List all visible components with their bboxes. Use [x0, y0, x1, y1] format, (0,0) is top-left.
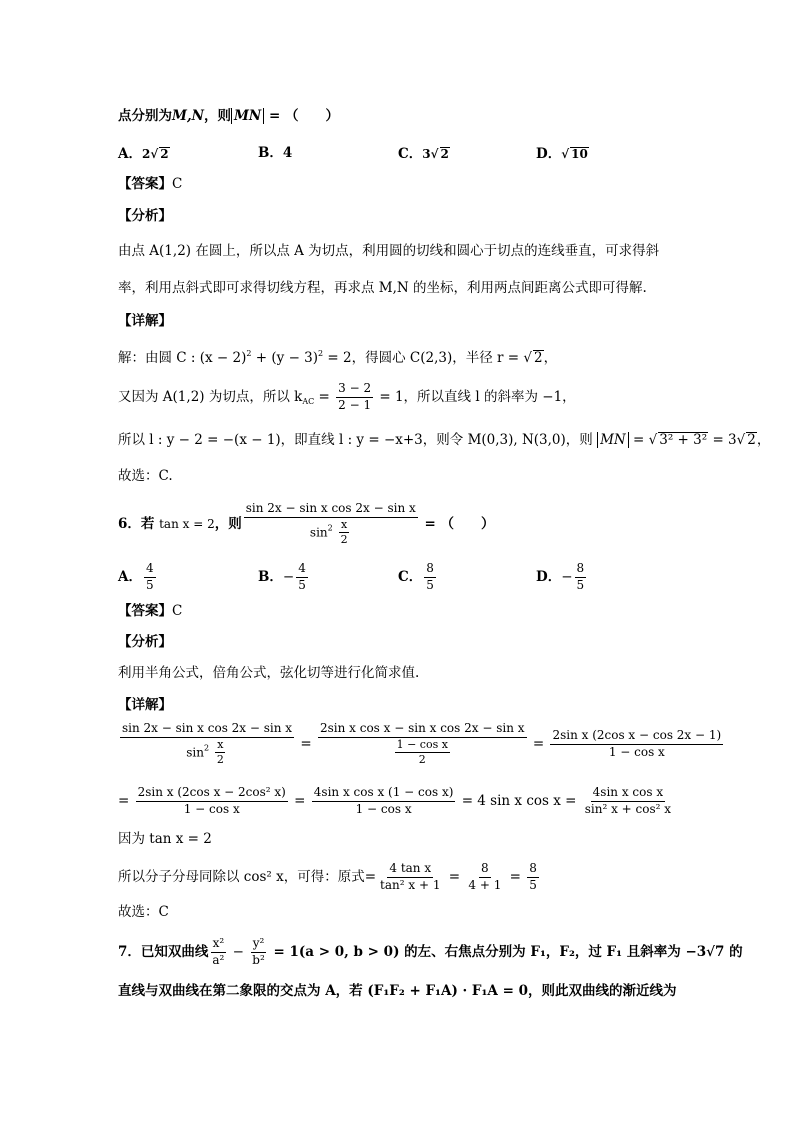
q6-because: 因为 tan x = 2	[118, 831, 212, 847]
q6-detail-tag: 【详解】	[118, 697, 172, 713]
q5-detail-line-2: 又因为 A(1,2) 为切点，所以 $k_{AC}$ = $\frac{3 - 2}{2 - 1}$ = 1，所以直线 l 的斜率为 −1，	[118, 381, 576, 412]
q7-line-1: 7．已知双曲线 $\frac{\text{x²}}{\text{a²}}$ − $\frac{\text{y²}}{\text{b²}}$ = 1(a > 0, b > 0) 的左、右焦点分别为 F₁，F₂，过 F₁ 且斜率为 −3√7 的	[118, 936, 743, 967]
q6-step-2: = $\frac{\text{2sin x (2cos x − 2cos² x)}}{\text{1 − cos x}}$ = $\frac{\text{4sin x cos x (1 − cos x)}}{\text{1 − cos x}}$ = 4 sin x cos x = $\frac{\text{4sin x cos x}}{\text{sin² x + cos² x}}$	[118, 785, 672, 816]
q5-analysis-tag: 【分析】	[118, 208, 172, 224]
q6-option-a: A． $\frac{4}{5}$	[118, 561, 154, 592]
q6-step-1: sin 2x − sin x cos 2x − sin x $\sin^2$ $\frac{x}{2}$ = $\frac{\text{2sin x cos x − sin x cos 2x − sin x}}{\frac{\text{1 − cos x}}{2}}$ = $\frac{\text{2sin x (2cos x − cos 2x − 1)}}{\text{1 − cos x}}$	[122, 721, 722, 767]
q5-final: 故选：C.	[118, 468, 173, 484]
q6-final: 故选：C	[118, 904, 169, 920]
q5-option-c: C．3√ 2	[398, 147, 450, 162]
q5-option-d: D．√ 10	[536, 147, 589, 162]
q6-analysis-tag: 【分析】	[118, 634, 172, 650]
q6-stem: 6．若 tan x = 2，则 sin 2x − sin x cos 2x − sin x $\sin^2$ $\frac{x}{2}$ = （ ）	[118, 501, 495, 547]
q5-detail-line-3: 所以 l : y − 2 = −(x − 1)，即直线 l : y = −x+3，则令 M(0,3), N(3,0)，则 MN = √ 3² + 3² = 3√ 2，	[118, 432, 770, 448]
slope-fraction: $\frac{3 - 2}{2 - 1}$	[338, 381, 372, 412]
q5-detail-line-1: 解：由圆 C : $(x - 2)^2 + (y - 3)^2 = 2$，得圆心 C(2,3)，半径 r = √ 2，	[118, 350, 557, 366]
q6-option-c: C． $\frac{8}{5}$	[398, 561, 434, 592]
q6-analysis: 利用半角公式，倍角公式，弦化切等进行化简求值.	[118, 665, 420, 681]
q5-analysis-line-1: 由点 A(1,2) 在圆上，所以点 A 为切点，利用圆的切线和圆心于切点的连线垂直，可求得斜	[118, 243, 660, 259]
q5-option-b: B．4	[258, 145, 293, 161]
q7-line-2: 直线与双曲线在第二象限的交点为 A，若 (F₁F₂ + F₁A) · F₁A = 0，则此双曲线的渐近线为	[118, 983, 677, 999]
q6-option-d: D．− $\frac{8}{5}$	[536, 561, 585, 592]
q6-option-b: B．− $\frac{4}{5}$	[258, 561, 306, 592]
q5-answer: 【答案】C	[118, 176, 183, 192]
q5-stem-tail: 点分别为M,N，则 MN = （ ）	[118, 108, 339, 124]
q6-divide: 所以分子分母同除以 cos² x，可得：原式= $\frac{\text{4 tan x}}{\text{tan² x + 1}}$ = $\frac{8}{4 + 1}$ = $\frac{8}{5}$	[118, 861, 537, 892]
q5-detail-tag: 【详解】	[118, 313, 172, 329]
q6-expression-fraction: sin 2x − sin x cos 2x − sin x $\sin^2$ $\frac{x}{2}$	[245, 501, 416, 547]
q5-analysis-line-2: 率，利用点斜式即可求得切线方程，再求点 M,N 的坐标，利用两点间距离公式即可得解.	[118, 280, 647, 296]
q6-answer: 【答案】C	[118, 603, 183, 619]
q5-option-a: A．2√ 2	[118, 147, 170, 162]
